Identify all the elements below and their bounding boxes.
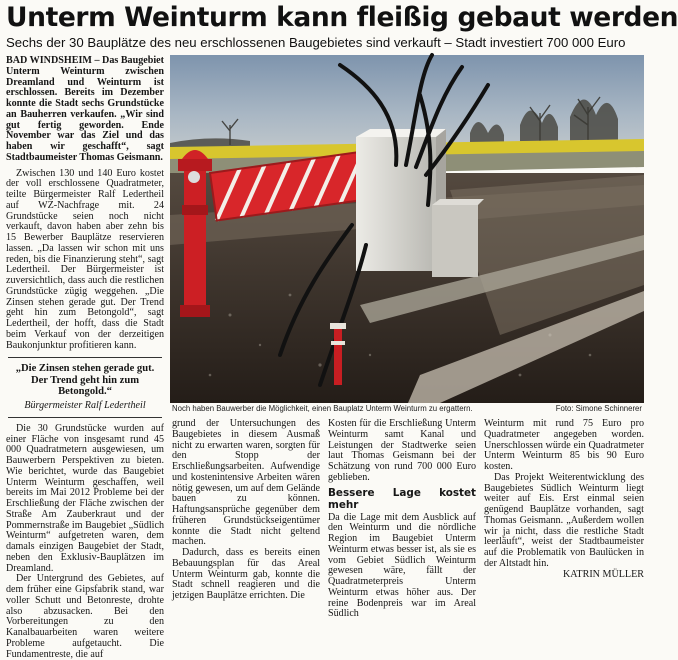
body-paragraph: Weinturm mit rund 75 Euro pro Quadratmeter angegeben worden. Unerschlossen würde ein Quadratmeter Unterm Weinturm 85 bis 90 Euro kosten. (484, 418, 644, 472)
body-paragraph: Dadurch, dass es bereits einen Bebauungsplan für das Areal Unterm Weinturm gab, konnte die Stadt schnell reagieren und die jetzigen Bauplätze errichten. Die (172, 547, 320, 601)
dateline: BAD WINDSHEIM (6, 55, 92, 66)
body-paragraph: Zwischen 130 und 140 Euro kostet der voll erschlossene Quadratmeter, teilte Bürgermeister Ralf Ledertheil auf WZ-Nachfrage mit. 24 Grundstücke seien noch nicht verkauft, davon haben aber zehn bis 15 Bewerber Bauplätze reservieren lassen. „Da lassen wir schon mit uns reden, bis die Finanzierung steht“, sagt Ledertheil. Der Bürgermeister ist zuversichtlich, dass auch die restlichen Grundstücke zügig weggehen. „Die Zinsen stehen gerade gut. Der Trend geht hin zum Betongold“, sagt Ledertheil, der hofft, dass die Stadt beim Verkauf von der derzeitigen Baukonjunktur profitieren kann. (6, 167, 164, 351)
column-4 (484, 418, 644, 580)
column-2 (172, 418, 320, 601)
column-3 (328, 418, 476, 620)
photo-credit: Foto: Simone Schinnerer (555, 404, 642, 413)
headline: Unterm Weinturm kann fleißig gebaut werden (6, 2, 678, 33)
photo-caption (172, 404, 644, 414)
body-paragraph: Das Projekt Weiterentwicklung des Baugebietes Südlich Weinturm liegt weiter auf Eis. Erst einmal seien genügend Bauplätze vorhanden, sagt Thomas Geismann. „Außerdem wollen wir ja nicht, dass die restliche Stadt leerläuft“, weist der Stadtbaumeister auf die Problematik von Baulücken in der Altstadt hin. (484, 471, 644, 569)
body-paragraph: Der Untergrund des Gebietes, auf dem früher eine Gipsfabrik stand, war voller Schutt und Betonreste, drohte also abzusacken. Bei den Vorbereitungen zu den Kanalbauarbeiten waren weitere Probleme aufgetaucht. Die Fundamentreste, die auf (6, 573, 164, 660)
pull-quote (6, 357, 164, 418)
construction-site-photo (170, 55, 644, 403)
subheadline: Sechs der 30 Bauplätze des neu erschlossenen Baugebietes sind verkauft – Stadt investiert 700 000 Euro (6, 35, 626, 50)
section-subheading: Bessere Lage kostet mehr (328, 486, 476, 511)
author-byline: KATRIN MÜLLER (562, 568, 644, 580)
photo-caption-text: Noch haben Bauwerber die Möglichkeit, einen Bauplatz Unterm Weinturm zu ergattern. (172, 404, 473, 413)
lead-paragraph (6, 56, 164, 164)
column-1 (6, 55, 165, 660)
pull-quote-text: „Die Zinsen stehen gerade gut. Der Trend geht hin zum Betongold.“ (15, 363, 155, 398)
body-paragraph: Kosten für die Erschließung Unterm Weinturm samt Kanal und Leistungen der Stadtwerke seien laut Thomas Geismann bei der Schätzung von rund 700 000 Euro geblieben. (328, 418, 476, 483)
body-paragraph: grund der Untersuchungen des Baugebietes in diesem Ausmaß nicht zu erwarten waren, sorgten für den Stopp der Erschließungsarbeiten. Aufwendige und kostenintensive Arbeiten wären nötig gewesen, um auf dem Gelände bauen zu können. Haftungsansprüche gegenüber dem früheren Grundstückseigentümer konnte die Stadt nicht geltend machen. (172, 418, 320, 548)
pull-quote-rule-bottom (8, 417, 162, 418)
body-paragraph: Da die Lage mit dem Ausblick auf den Weinturm und die nördliche Region im Baugebiet Unterm Weinturm etwas besser ist, als sie es vom Gebiet Südlich Weinturm gewesen wäre, fällt der Quadratmeterpreis Unterm Weinturm etwas höher aus. Der reine Bodenpreis war im Areal Südlich (328, 511, 476, 620)
pull-quote-source: Bürgermeister Ralf Ledertheil (24, 399, 146, 411)
pull-quote-rule-top (8, 357, 162, 358)
body-paragraph: Die 30 Grundstücke wurden auf einer Fläche von insgesamt rund 45 000 Quadratmetern ausgewiesen, um Bauwerbern Perspektiven zu bieten. Wie berichtet, wurde das Baugebiet Unterm Weinturm geschaffen, weil bereits im Mai 2012 Probleme bei der Erschließung der Fläche zwischen der Straße Am Zauberkraut und der Pommernstraße im Baugebiet „Südlich Weinturm“ aufgetreten waren, dem damals einzigen Baugebiet der Stadt, neben den Exklusiv-Bauplätzen im Dreamland. (6, 422, 164, 574)
lead-text: – Das Baugebiet Unterm Weinturm zwischen Dreamland und Weinturm ist erschlossen. Bereits im Dezember konnte die Stadt sechs Grundstücke an Bauherren verkaufen. „Wir sind gut fertig geworden. Ende November war das Ziel und das haben wir geschafft“, sagt Stadtbaumeister Thomas Geismann. (6, 55, 165, 163)
